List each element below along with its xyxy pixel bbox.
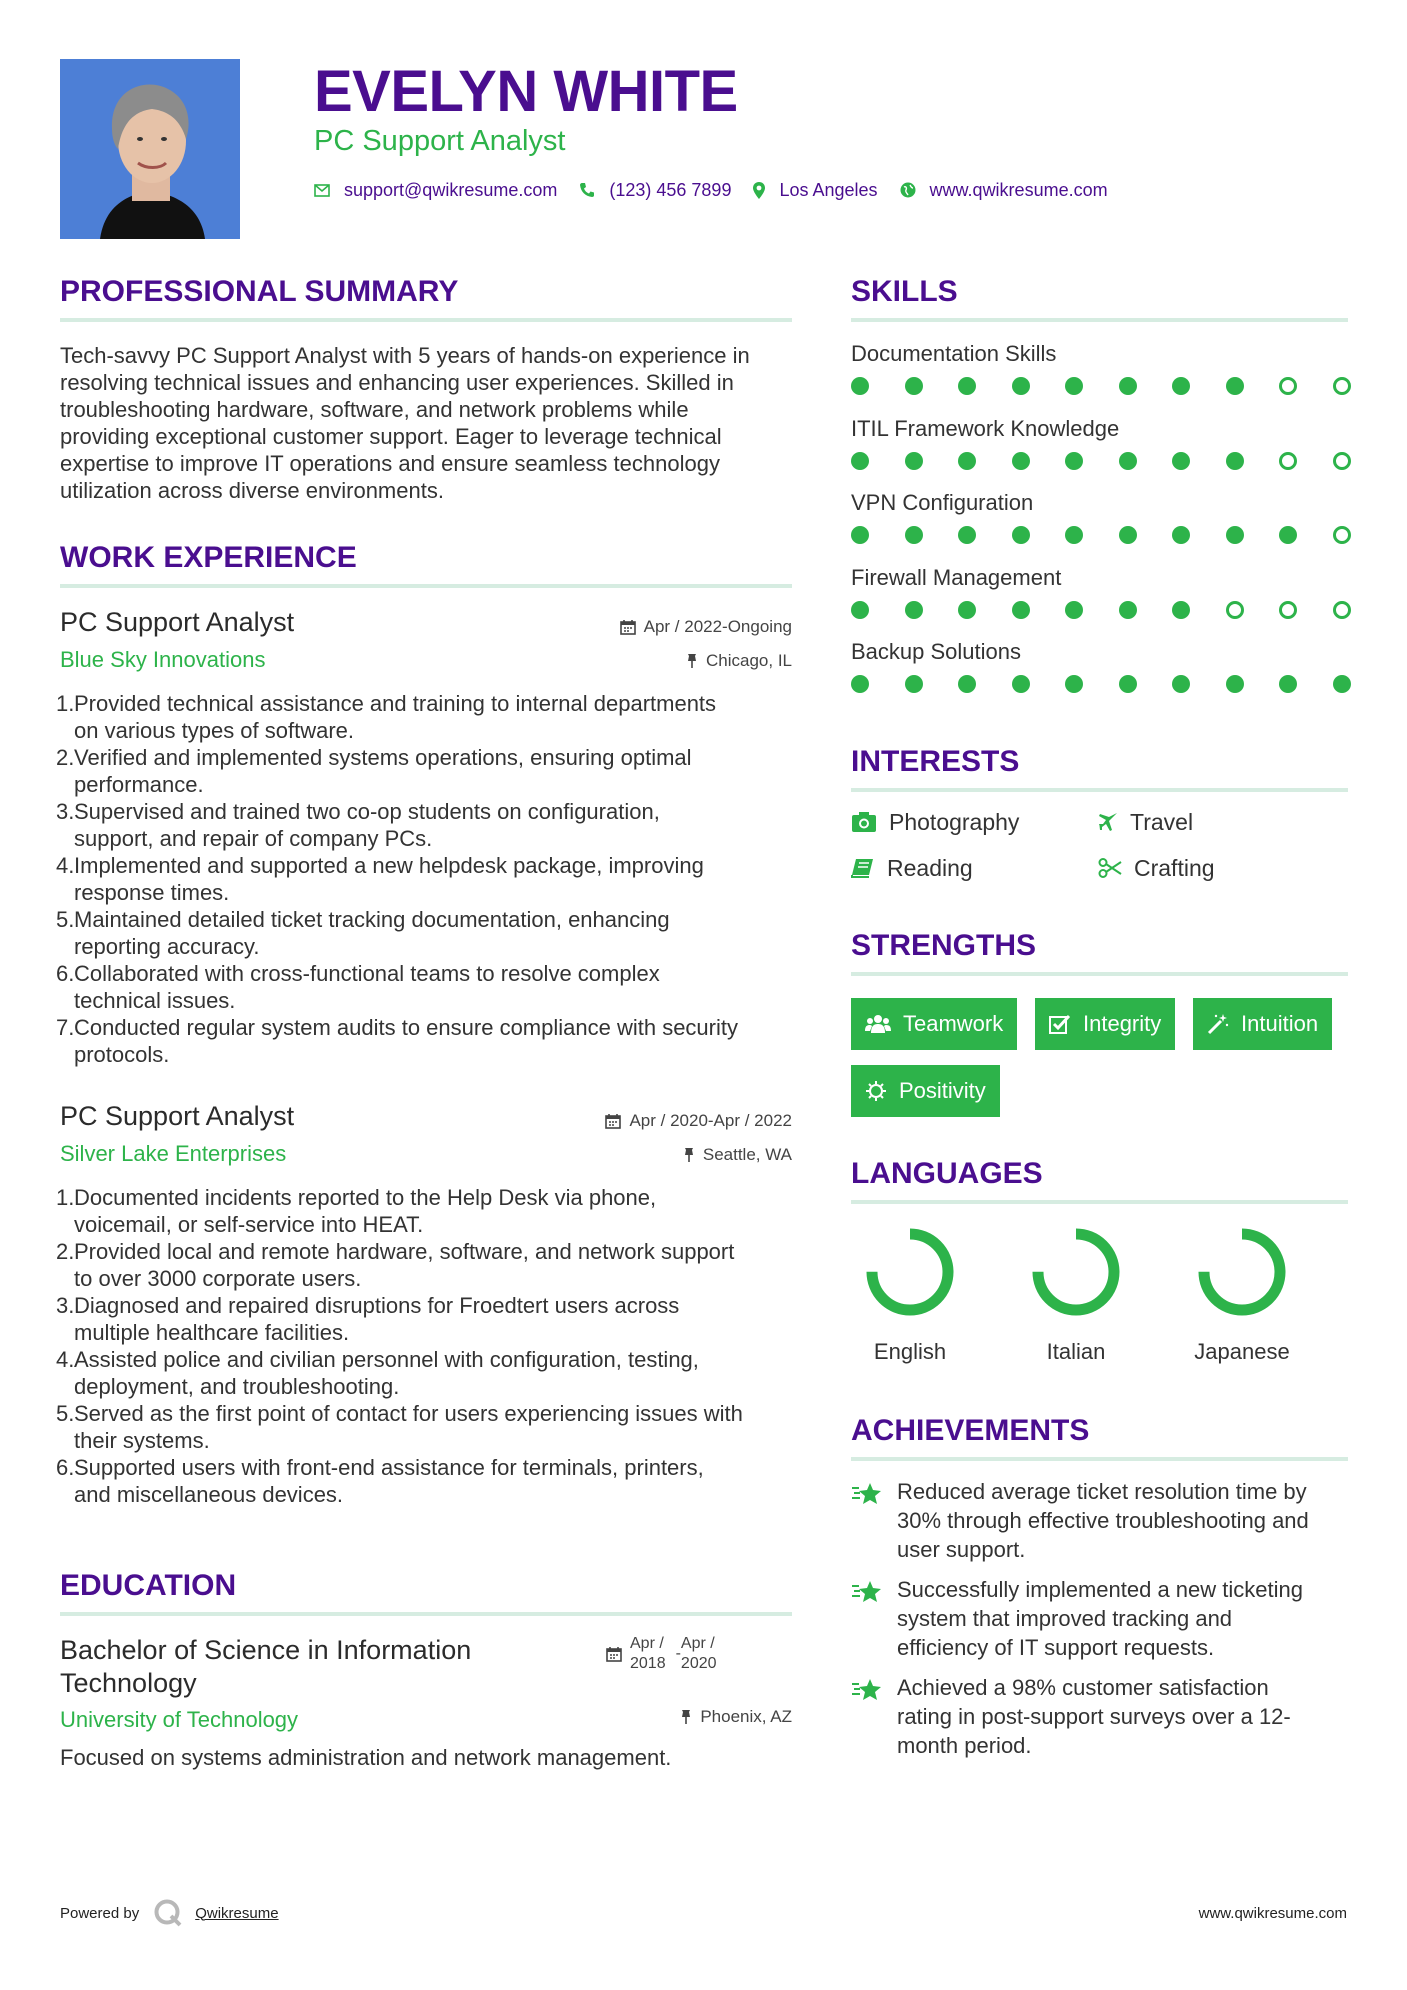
responsibility-item bbox=[56, 1292, 796, 1346]
rating-dot-filled bbox=[1012, 675, 1030, 693]
brand-link[interactable]: Qwikresume bbox=[195, 1904, 279, 1922]
item-text-line: deployment, and troubleshooting. bbox=[74, 1374, 400, 1399]
job-dates bbox=[605, 1110, 792, 1132]
rating-dot-filled bbox=[958, 675, 976, 693]
plane-icon bbox=[1098, 812, 1118, 832]
item-number: 7. bbox=[56, 1015, 75, 1040]
rating-dot-filled bbox=[1012, 377, 1030, 395]
job-responsibilities bbox=[56, 1184, 796, 1508]
rating-dot-filled bbox=[1012, 601, 1030, 619]
map-pin-icon bbox=[753, 182, 765, 199]
skill-rating bbox=[851, 526, 1386, 544]
contact-email[interactable] bbox=[314, 178, 557, 202]
start-date bbox=[630, 1634, 666, 1674]
phone-text: (123) 456 7899 bbox=[609, 180, 732, 200]
rating-dot-empty bbox=[1279, 601, 1297, 619]
rating-dot-empty bbox=[1333, 601, 1351, 619]
rating-dot-filled bbox=[1172, 452, 1190, 470]
phone-icon bbox=[579, 182, 595, 198]
calendar-icon bbox=[606, 1646, 622, 1662]
footer-url[interactable]: www.qwikresume.com bbox=[1198, 1905, 1347, 1922]
item-text-line: reporting accuracy. bbox=[74, 934, 260, 959]
job-company: Blue Sky Innovations bbox=[60, 647, 266, 672]
language-label: English bbox=[873, 1339, 947, 1364]
rating-dot-filled bbox=[1065, 601, 1083, 619]
responsibility-item bbox=[56, 1184, 796, 1238]
star-award-icon bbox=[851, 1481, 883, 1507]
responsibility-item bbox=[56, 1454, 796, 1508]
item-text-line: Implemented and supported a new helpdesk package, improving bbox=[74, 853, 704, 878]
item-text-line: Conducted regular system audits to ensure compliance with security bbox=[74, 1015, 738, 1040]
scissors-icon bbox=[1098, 858, 1122, 878]
responsibility-item bbox=[56, 744, 796, 798]
calendar-icon bbox=[605, 1113, 621, 1129]
summary-line: resolving technical issues and enhancing user experiences. Skilled in bbox=[60, 370, 734, 395]
job-title: PC Support Analyst bbox=[60, 607, 295, 637]
rating-dot-filled bbox=[851, 377, 869, 395]
language-proficiency-arc bbox=[872, 1234, 948, 1310]
skill-name: Firewall Management bbox=[851, 564, 1062, 590]
rating-dot-filled bbox=[1012, 526, 1030, 544]
end-date bbox=[681, 1634, 717, 1674]
achievement-line: Achieved a 98% customer satisfaction bbox=[897, 1675, 1269, 1700]
achievement-item bbox=[851, 1575, 1361, 1662]
qwikresume-logo-icon bbox=[153, 1898, 183, 1928]
skill-rating bbox=[851, 452, 1386, 470]
school-name: University of Technology bbox=[60, 1707, 299, 1732]
item-number: 3. bbox=[56, 799, 75, 824]
email-text: support@qwikresume.com bbox=[344, 180, 558, 200]
responsibility-item bbox=[56, 852, 796, 906]
education-note: Focused on systems administration and network management. bbox=[60, 1745, 672, 1770]
strength-badge bbox=[1193, 998, 1332, 1050]
rating-dot-filled bbox=[1119, 377, 1137, 395]
responsibility-item bbox=[56, 690, 796, 744]
rating-dot-empty bbox=[1333, 377, 1351, 395]
calendar-icon bbox=[620, 619, 636, 635]
job-dates-text: Apr / 2020-Apr / 2022 bbox=[629, 1111, 792, 1130]
strengths-divider bbox=[851, 972, 1348, 976]
strength-label: Intuition bbox=[1241, 1011, 1319, 1036]
rating-dot-filled bbox=[851, 675, 869, 693]
skill-rating bbox=[851, 377, 1386, 395]
skills-heading: SKILLS bbox=[851, 275, 958, 308]
summary-text bbox=[60, 342, 792, 504]
language-proficiency-arc bbox=[1204, 1234, 1280, 1310]
skill-rating bbox=[851, 675, 1386, 693]
item-text-line: Provided local and remote hardware, software, and network support bbox=[74, 1239, 735, 1264]
language-proficiency-arc bbox=[1038, 1234, 1114, 1310]
item-number: 1. bbox=[56, 691, 75, 716]
item-text-line: to over 3000 corporate users. bbox=[74, 1266, 362, 1291]
rating-dot-filled bbox=[958, 526, 976, 544]
education-location bbox=[680, 1706, 792, 1728]
profile-photo bbox=[60, 59, 240, 239]
interest-label: Reading bbox=[887, 855, 973, 881]
language-proficiency-ring bbox=[1026, 1222, 1126, 1322]
responsibility-item bbox=[56, 1014, 796, 1068]
education-dates bbox=[606, 1634, 717, 1674]
rating-dot-filled bbox=[1279, 675, 1297, 693]
globe-icon bbox=[900, 182, 916, 198]
strength-label: Teamwork bbox=[903, 1011, 1004, 1036]
achievements-heading: ACHIEVEMENTS bbox=[851, 1414, 1090, 1447]
interest-label: Travel bbox=[1130, 809, 1194, 835]
star-award-icon bbox=[851, 1677, 883, 1703]
strength-badge bbox=[851, 1065, 1000, 1117]
start-date-line: 2018 bbox=[630, 1655, 666, 1672]
achievement-line: rating in post-support surveys over a 12- bbox=[897, 1704, 1291, 1729]
check-square-icon bbox=[1049, 1014, 1071, 1034]
skills-divider bbox=[851, 318, 1348, 322]
achievement-item bbox=[851, 1673, 1361, 1760]
summary-line: Tech-savvy PC Support Analyst with 5 years of hands-on experience in bbox=[60, 343, 750, 368]
experience-heading: WORK EXPERIENCE bbox=[60, 541, 357, 574]
job-location bbox=[683, 1144, 792, 1166]
book-icon bbox=[851, 858, 875, 878]
item-number: 1. bbox=[56, 1185, 75, 1210]
rating-dot-empty bbox=[1279, 452, 1297, 470]
envelope-icon bbox=[314, 184, 330, 197]
rating-dot-filled bbox=[905, 452, 923, 470]
rating-dot-filled bbox=[905, 377, 923, 395]
pushpin-icon bbox=[686, 653, 698, 669]
rating-dot-filled bbox=[851, 526, 869, 544]
language-label: Italian bbox=[1046, 1339, 1106, 1364]
rating-dot-filled bbox=[1172, 377, 1190, 395]
skill-rating bbox=[851, 601, 1386, 619]
rating-dot-filled bbox=[1119, 452, 1137, 470]
language-proficiency-ring bbox=[1192, 1222, 1292, 1322]
strength-label: Integrity bbox=[1083, 1011, 1162, 1036]
languages-heading: LANGUAGES bbox=[851, 1157, 1043, 1190]
location-text: Los Angeles bbox=[779, 180, 878, 200]
pushpin-icon bbox=[680, 1709, 692, 1725]
achievement-line: month period. bbox=[897, 1733, 1032, 1758]
skill-name: Backup Solutions bbox=[851, 639, 1021, 664]
strength-label: Positivity bbox=[899, 1078, 986, 1103]
star-award-icon bbox=[851, 1579, 883, 1605]
degree-title bbox=[60, 1634, 580, 1700]
interest-label: Photography bbox=[889, 809, 1020, 835]
interest-item bbox=[851, 854, 973, 882]
achievement-line: Reduced average ticket resolution time by bbox=[897, 1479, 1307, 1504]
summary-line: expertise to improve IT operations and ensure seamless technology bbox=[60, 451, 720, 476]
job-location-text: Chicago, IL bbox=[706, 651, 792, 670]
responsibility-item bbox=[56, 906, 796, 960]
item-text-line: and miscellaneous devices. bbox=[74, 1482, 344, 1507]
rating-dot-filled bbox=[1279, 526, 1297, 544]
strength-badge bbox=[851, 998, 1017, 1050]
rating-dot-empty bbox=[1226, 601, 1244, 619]
users-icon bbox=[865, 1014, 891, 1034]
item-text-line: voicemail, or self-service into HEAT. bbox=[74, 1212, 424, 1237]
item-text-line: multiple healthcare facilities. bbox=[74, 1320, 350, 1345]
rating-dot-filled bbox=[1012, 452, 1030, 470]
achievement-text bbox=[897, 1477, 1309, 1564]
rating-dot-filled bbox=[1172, 526, 1190, 544]
pushpin-icon bbox=[683, 1147, 695, 1163]
rating-dot-empty bbox=[1333, 452, 1351, 470]
summary-divider bbox=[60, 318, 792, 322]
item-number: 6. bbox=[56, 1455, 75, 1480]
rating-dot-filled bbox=[1226, 675, 1244, 693]
rating-dot-filled bbox=[1333, 675, 1351, 693]
interest-item bbox=[1098, 854, 1215, 882]
rating-dot-filled bbox=[851, 452, 869, 470]
item-text-line: Served as the first point of contact for users experiencing issues with bbox=[74, 1401, 743, 1426]
responsibility-item bbox=[56, 798, 796, 852]
responsibility-item bbox=[56, 1400, 796, 1454]
rating-dot-filled bbox=[905, 601, 923, 619]
item-text-line: protocols. bbox=[74, 1042, 170, 1067]
education-heading: EDUCATION bbox=[60, 1569, 237, 1602]
item-number: 5. bbox=[56, 1401, 75, 1426]
rating-dot-filled bbox=[1065, 526, 1083, 544]
contact-website[interactable] bbox=[900, 178, 1108, 202]
rating-dot-filled bbox=[1226, 377, 1244, 395]
summary-line: troubleshooting hardware, software, and network problems while bbox=[60, 397, 689, 422]
item-number: 3. bbox=[56, 1293, 75, 1318]
job-dates-text: Apr / 2022-Ongoing bbox=[643, 617, 792, 636]
contact-location bbox=[753, 178, 877, 202]
footer-powered bbox=[60, 1898, 279, 1928]
date-separator: - bbox=[675, 1645, 681, 1662]
item-number: 4. bbox=[56, 853, 75, 878]
item-number: 2. bbox=[56, 1239, 75, 1264]
skill-name: Documentation Skills bbox=[851, 341, 1057, 366]
website-text: www.qwikresume.com bbox=[929, 180, 1108, 200]
achievement-line: 30% through effective troubleshooting and bbox=[897, 1508, 1309, 1533]
job-responsibilities bbox=[56, 690, 796, 1068]
item-text-line: Documented incidents reported to the Help Desk via phone, bbox=[74, 1185, 657, 1210]
strengths-heading: STRENGTHS bbox=[851, 929, 1037, 962]
job-location bbox=[686, 650, 792, 672]
rating-dot-filled bbox=[905, 675, 923, 693]
item-text-line: support, and repair of company PCs. bbox=[74, 826, 433, 851]
sun-icon bbox=[865, 1080, 887, 1102]
achievement-item bbox=[851, 1477, 1361, 1564]
job-company: Silver Lake Enterprises bbox=[60, 1141, 287, 1166]
responsibility-item bbox=[56, 960, 796, 1014]
rating-dot-filled bbox=[958, 601, 976, 619]
rating-dot-filled bbox=[958, 452, 976, 470]
achievement-text bbox=[897, 1575, 1303, 1662]
rating-dot-filled bbox=[1119, 675, 1137, 693]
item-text-line: on various types of software. bbox=[74, 718, 355, 743]
rating-dot-filled bbox=[905, 526, 923, 544]
job-location-text: Seattle, WA bbox=[702, 1145, 792, 1164]
achievement-line: Successfully implemented a new ticketing bbox=[897, 1577, 1303, 1602]
item-text-line: Maintained detailed ticket tracking documentation, enhancing bbox=[74, 907, 670, 932]
rating-dot-filled bbox=[1226, 452, 1244, 470]
achievements-divider bbox=[851, 1457, 1348, 1461]
interest-item bbox=[851, 808, 1019, 836]
interest-label: Crafting bbox=[1134, 855, 1215, 881]
achievement-line: user support. bbox=[897, 1537, 1026, 1562]
interest-item bbox=[1098, 808, 1193, 836]
item-number: 4. bbox=[56, 1347, 75, 1372]
contact-phone[interactable] bbox=[579, 178, 731, 202]
responsibility-item bbox=[56, 1346, 796, 1400]
item-text-line: Supported users with front-end assistance for terminals, printers, bbox=[74, 1455, 704, 1480]
interests-divider bbox=[851, 788, 1348, 792]
experience-divider bbox=[60, 584, 792, 588]
language-proficiency-ring bbox=[860, 1222, 960, 1322]
rating-dot-filled bbox=[1226, 526, 1244, 544]
strength-badge bbox=[1035, 998, 1175, 1050]
item-number: 5. bbox=[56, 907, 75, 932]
item-text-line: Verified and implemented systems operations, ensuring optimal bbox=[74, 745, 692, 770]
summary-heading: PROFESSIONAL SUMMARY bbox=[60, 275, 459, 308]
item-text-line: performance. bbox=[74, 772, 204, 797]
achievement-line: efficiency of IT support requests. bbox=[897, 1635, 1215, 1660]
item-text-line: response times. bbox=[74, 880, 230, 905]
rating-dot-filled bbox=[958, 377, 976, 395]
skill-name: VPN Configuration bbox=[851, 490, 1034, 515]
rating-dot-filled bbox=[851, 601, 869, 619]
item-text-line: Assisted police and civilian personnel with configuration, testing, bbox=[74, 1347, 699, 1372]
end-date-line: Apr / bbox=[680, 1635, 715, 1652]
item-number: 2. bbox=[56, 745, 75, 770]
summary-line: utilization across diverse environments. bbox=[60, 478, 444, 503]
contact-bar bbox=[314, 178, 1130, 202]
magic-wand-icon bbox=[1207, 1013, 1229, 1035]
rating-dot-filled bbox=[1172, 675, 1190, 693]
camera-icon bbox=[851, 811, 877, 833]
skill-name: ITIL Framework Knowledge bbox=[851, 415, 1120, 441]
rating-dot-filled bbox=[1119, 601, 1137, 619]
job-title: PC Support Analyst bbox=[60, 1101, 295, 1131]
start-date-line: Apr / bbox=[630, 1635, 664, 1652]
item-text-line: Provided technical assistance and training to internal departments bbox=[74, 691, 717, 716]
rating-dot-filled bbox=[1065, 675, 1083, 693]
item-text-line: Supervised and trained two co-op students on configuration, bbox=[74, 799, 660, 824]
item-number: 6. bbox=[56, 961, 75, 986]
degree-line: Technology bbox=[60, 1668, 197, 1698]
item-text-line: Diagnosed and repaired disruptions for Froedtert users across bbox=[74, 1293, 680, 1318]
candidate-role: PC Support Analyst bbox=[314, 125, 566, 157]
achievement-text bbox=[897, 1673, 1291, 1760]
responsibility-item bbox=[56, 1238, 796, 1292]
item-text-line: technical issues. bbox=[74, 988, 236, 1013]
powered-by-text: Powered by bbox=[60, 1904, 140, 1922]
degree-line: Bachelor of Science in Information bbox=[60, 1635, 472, 1665]
education-location-text: Phoenix, AZ bbox=[700, 1707, 792, 1726]
language-label: Japanese bbox=[1194, 1339, 1290, 1364]
summary-line: providing exceptional customer support. Eager to leverage technical bbox=[60, 424, 722, 449]
interests-heading: INTERESTS bbox=[851, 745, 1020, 778]
languages-divider bbox=[851, 1200, 1348, 1204]
achievement-line: system that improved tracking and bbox=[897, 1606, 1233, 1631]
candidate-name: EVELYN WHITE bbox=[314, 59, 738, 124]
rating-dot-filled bbox=[1172, 601, 1190, 619]
job-dates bbox=[620, 616, 792, 638]
item-text-line: their systems. bbox=[74, 1428, 210, 1453]
rating-dot-filled bbox=[1119, 526, 1137, 544]
rating-dot-filled bbox=[1065, 452, 1083, 470]
end-date-line: 2020 bbox=[680, 1655, 717, 1672]
rating-dot-empty bbox=[1279, 377, 1297, 395]
education-divider bbox=[60, 1612, 792, 1616]
rating-dot-filled bbox=[1065, 377, 1083, 395]
rating-dot-empty bbox=[1333, 526, 1351, 544]
item-text-line: Collaborated with cross-functional teams to resolve complex bbox=[74, 961, 660, 986]
